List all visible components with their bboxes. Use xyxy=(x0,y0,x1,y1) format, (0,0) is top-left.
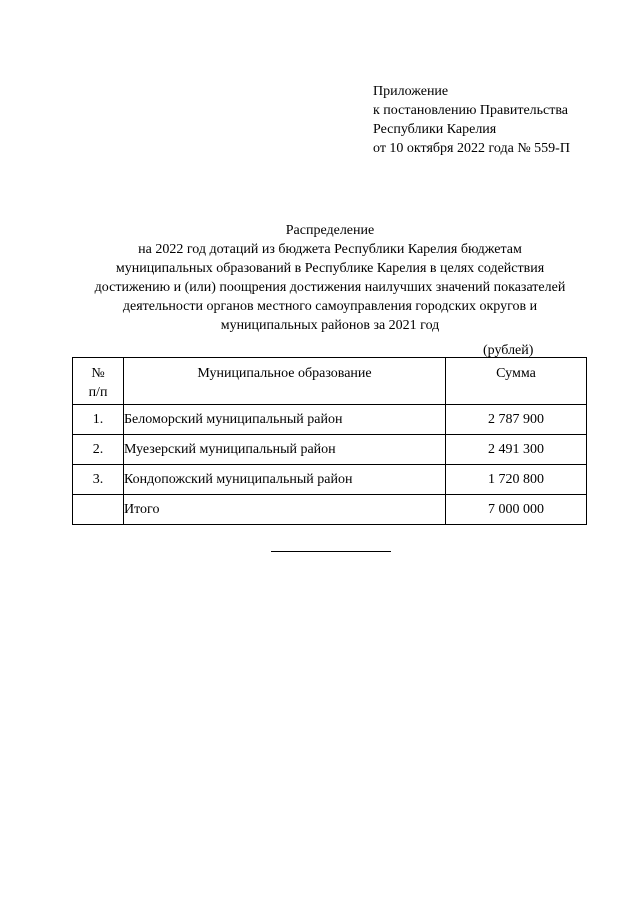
appendix-line: к постановлению Правительства xyxy=(373,103,569,118)
allocation-table xyxy=(72,357,587,525)
document-title xyxy=(60,221,600,335)
title-line: Распределение xyxy=(285,223,375,238)
header-number-line1: № xyxy=(91,366,105,381)
row-municipality: Кондопожский муниципальный район xyxy=(124,465,446,495)
row-sum: 2 787 900 xyxy=(446,405,587,435)
header-number-line2: п/п xyxy=(88,385,108,400)
units-label: (рублей) xyxy=(483,343,534,358)
table-row xyxy=(73,435,587,465)
appendix-line: Республики Карелия xyxy=(373,122,497,137)
title-line: на 2022 год дотаций из бюджета Республики Карелия бюджетам xyxy=(138,242,522,257)
table-header-row xyxy=(73,358,587,405)
appendix-header xyxy=(373,82,570,158)
total-sum: 7 000 000 xyxy=(446,495,587,525)
header-number xyxy=(73,358,124,405)
row-municipality: Беломорский муниципальный район xyxy=(124,405,446,435)
row-number: 1. xyxy=(73,405,124,435)
title-line: муниципальных районов за 2021 год xyxy=(220,318,440,333)
closing-divider xyxy=(271,551,391,552)
table-row xyxy=(73,465,587,495)
appendix-line: от 10 октября 2022 года № 559-П xyxy=(373,141,570,156)
header-municipality: Муниципальное образование xyxy=(124,358,446,405)
table-total-row xyxy=(73,495,587,525)
appendix-line: Приложение xyxy=(373,84,449,99)
row-number: 3. xyxy=(73,465,124,495)
title-line: деятельности органов местного самоуправления городских округов и xyxy=(122,299,538,314)
row-municipality: Муезерский муниципальный район xyxy=(124,435,446,465)
title-line: достижению и (или) поощрения достижения наилучших значений показателей xyxy=(94,280,566,295)
table-row xyxy=(73,405,587,435)
total-number xyxy=(73,495,124,525)
row-sum: 1 720 800 xyxy=(446,465,587,495)
header-sum: Сумма xyxy=(446,358,587,405)
row-sum: 2 491 300 xyxy=(446,435,587,465)
row-number: 2. xyxy=(73,435,124,465)
total-label: Итого xyxy=(124,495,446,525)
title-line: муниципальных образований в Республике Карелия в целях содействия xyxy=(115,261,545,276)
